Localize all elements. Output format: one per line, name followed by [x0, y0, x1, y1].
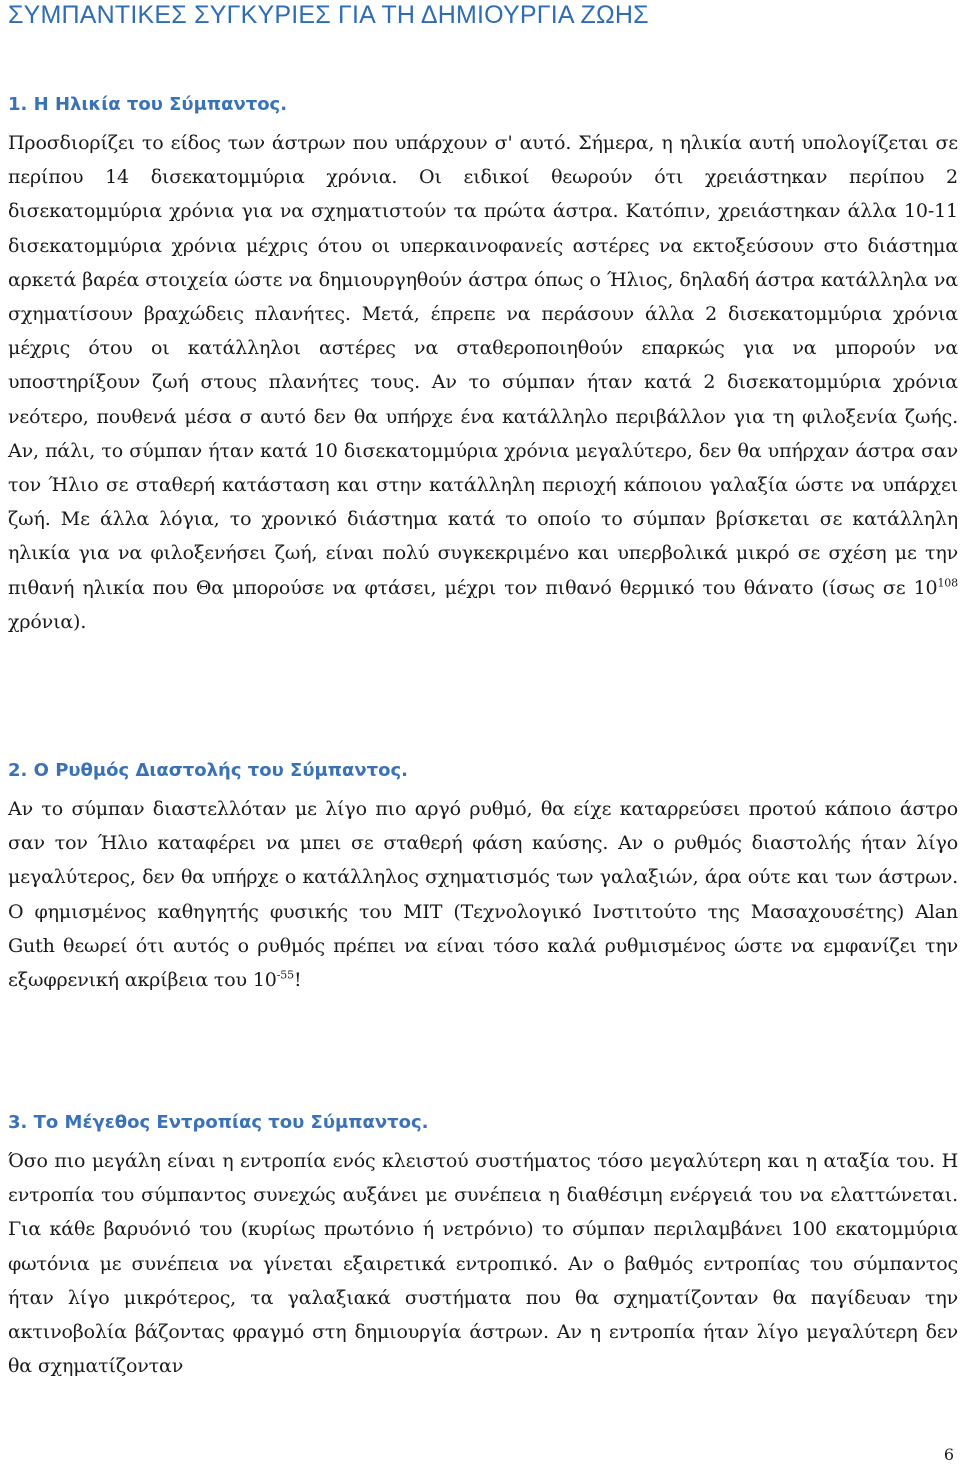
page-number: 6 — [943, 1445, 954, 1464]
section-heading: 2. Ο Ρυθμός Διαστολής του Σύμπαντος. — [8, 760, 408, 781]
section-paragraph — [8, 1144, 958, 1383]
paragraph-text-end: χρόνια). — [8, 610, 87, 633]
section-entropy — [8, 1110, 958, 1383]
section-universe-age — [8, 92, 958, 639]
paragraph-text: Προσδιορίζει το είδος των άστρων που υπάρχουν σ' αυτό. Σήμερα, η ηλικία αυτή υπολογίζεται σε περίπου 14 δισεκατομμύρια χρόνια. Οι ειδικοί θεωρούν ότι χρειάστηκαν περίπου 2 δισεκατομμύρια χρόνια για να σχηματιστούν τα πρώτα άστρα. Κατόπιν, χρειάστηκαν άλλα 10-11 δισεκατομμύρια χρόνια μέχρις ότου οι υπερκαινοφανείς αστέρες να εκτοξεύσουν στο διάστημα αρκετά βαρέα στοιχεία ώστε να δημιουργηθούν άστρα όπως ο Ήλιος, δηλαδή άστρα κατάλληλα να σχηματίσουν βραχώδεις πλανήτες. Μετά, έπρεπε να περάσουν άλλα 2 δισεκατομμύρια χρόνια μέχρις ότου οι κατάλληλοι αστέρες να σταθεροποιηθούν επαρκώς για να μπορούν να υποστηρίξουν ζωή στους πλανήτες τους. Αν το σύμπαν ήταν κατά 2 δισεκατομμύρια χρόνια νεότερο, πουθενά μέσα σ αυτό δεν θα υπήρχε ένα κατάλληλο περιβάλλον για τη φιλοξενία ζωής. Αν, πάλι, το σύμπαν ήταν κατά 10 δισεκατομμύρια χρόνια μεγαλύτερο, δεν θα υπήρχαν άστρα σαν τον Ήλιο σε σταθερή κατάσταση και στην κατάλληλη περιοχή κάποιου γαλαξία ώστε να υπάρχει ζωή. Με άλλα λόγια, το χρονικό διάστημα κατά το οποίο το σύμπαν βρίσκεται σε κατάλληλη ηλικία για να φιλοξενήσει ζωή, είναι πολύ συγκεκριμένο και υπερβολικά μικρό σε σχέση με την πιθανή ηλικία που Θα μπορούσε να φτάσει, μέχρι τον πιθανό θερμικό του θάνατο (ίσως σε 10 — [8, 132, 958, 599]
exponent: 108 — [937, 576, 958, 590]
paragraph-text-end: ! — [293, 969, 302, 992]
section-heading: 1. Η Ηλικία του Σύμπαντος. — [8, 94, 288, 115]
section-paragraph — [8, 126, 958, 639]
exponent: -55 — [276, 968, 294, 982]
paragraph-text: Αν το σύμπαν διαστελλόταν με λίγο πιο αργό ρυθμό, θα είχε καταρρεύσει προτού κάποιο άστρο σαν τον Ήλιο καταφέρει να μπει σε σταθερή φάση καύσης. Αν ο ρυθμός διαστολής ήταν λίγο μεγαλύτερος, δεν θα υπήρχε ο κατάλληλος σχηματισμός των γαλαξιών, άρα ούτε και των άστρων. Ο φημισμένος καθηγητής φυσικής του ΜΙΤ (Τεχνολογικό Ινστιτούτο της Μασαχουσέτης) Alan Guth θεωρεί ότι αυτός ο ρυθμός πρέπει να είναι τόσο καλά ρυθμισμένος ώστε να εμφανίζει την εξωφρενική ακρίβεια του 10 — [8, 798, 958, 992]
document-title: ΣΥΜΠΑΝΤΙΚΕΣ ΣΥΓΚΥΡΙΕΣ ΓΙΑ ΤΗ ΔΗΜΙΟΥΡΓΙΑ ΖΩΗΣ — [8, 1, 649, 29]
section-heading: 3. Το Μέγεθος Εντροπίας του Σύμπαντος. — [8, 1112, 429, 1133]
section-expansion-rate — [8, 758, 958, 997]
paragraph-text: Όσο πιο μεγάλη είναι η εντροπία ενός κλειστού συστήματος τόσο μεγαλύτερη και η αταξία του. Η εντροπία του σύμπαντος συνεχώς αυξάνει με συνέπεια η διαθέσιμη ενέργειά του να ελαττώνεται. Για κάθε βαρυόνιό του (κυρίως πρωτόνιο ή νετρόνιο) το σύμπαν περιλαμβάνει 100 εκατομμύρια φωτόνια με συνέπεια να γίνεται εξαιρετικά εντροπικό. Αν ο βαθμός εντροπίας του σύμπαντος ήταν λίγο μικρότερος, τα γαλαξιακά συστήματα που θα σχηματίζονταν θα παγίδευαν την ακτινοβολία βάζοντας φραγμό στη δημιουργία άστρων. Αν η εντροπία ήταν λίγο μεγαλύτερη δεν θα σχηματίζονταν — [8, 1150, 958, 1378]
section-paragraph — [8, 792, 958, 997]
